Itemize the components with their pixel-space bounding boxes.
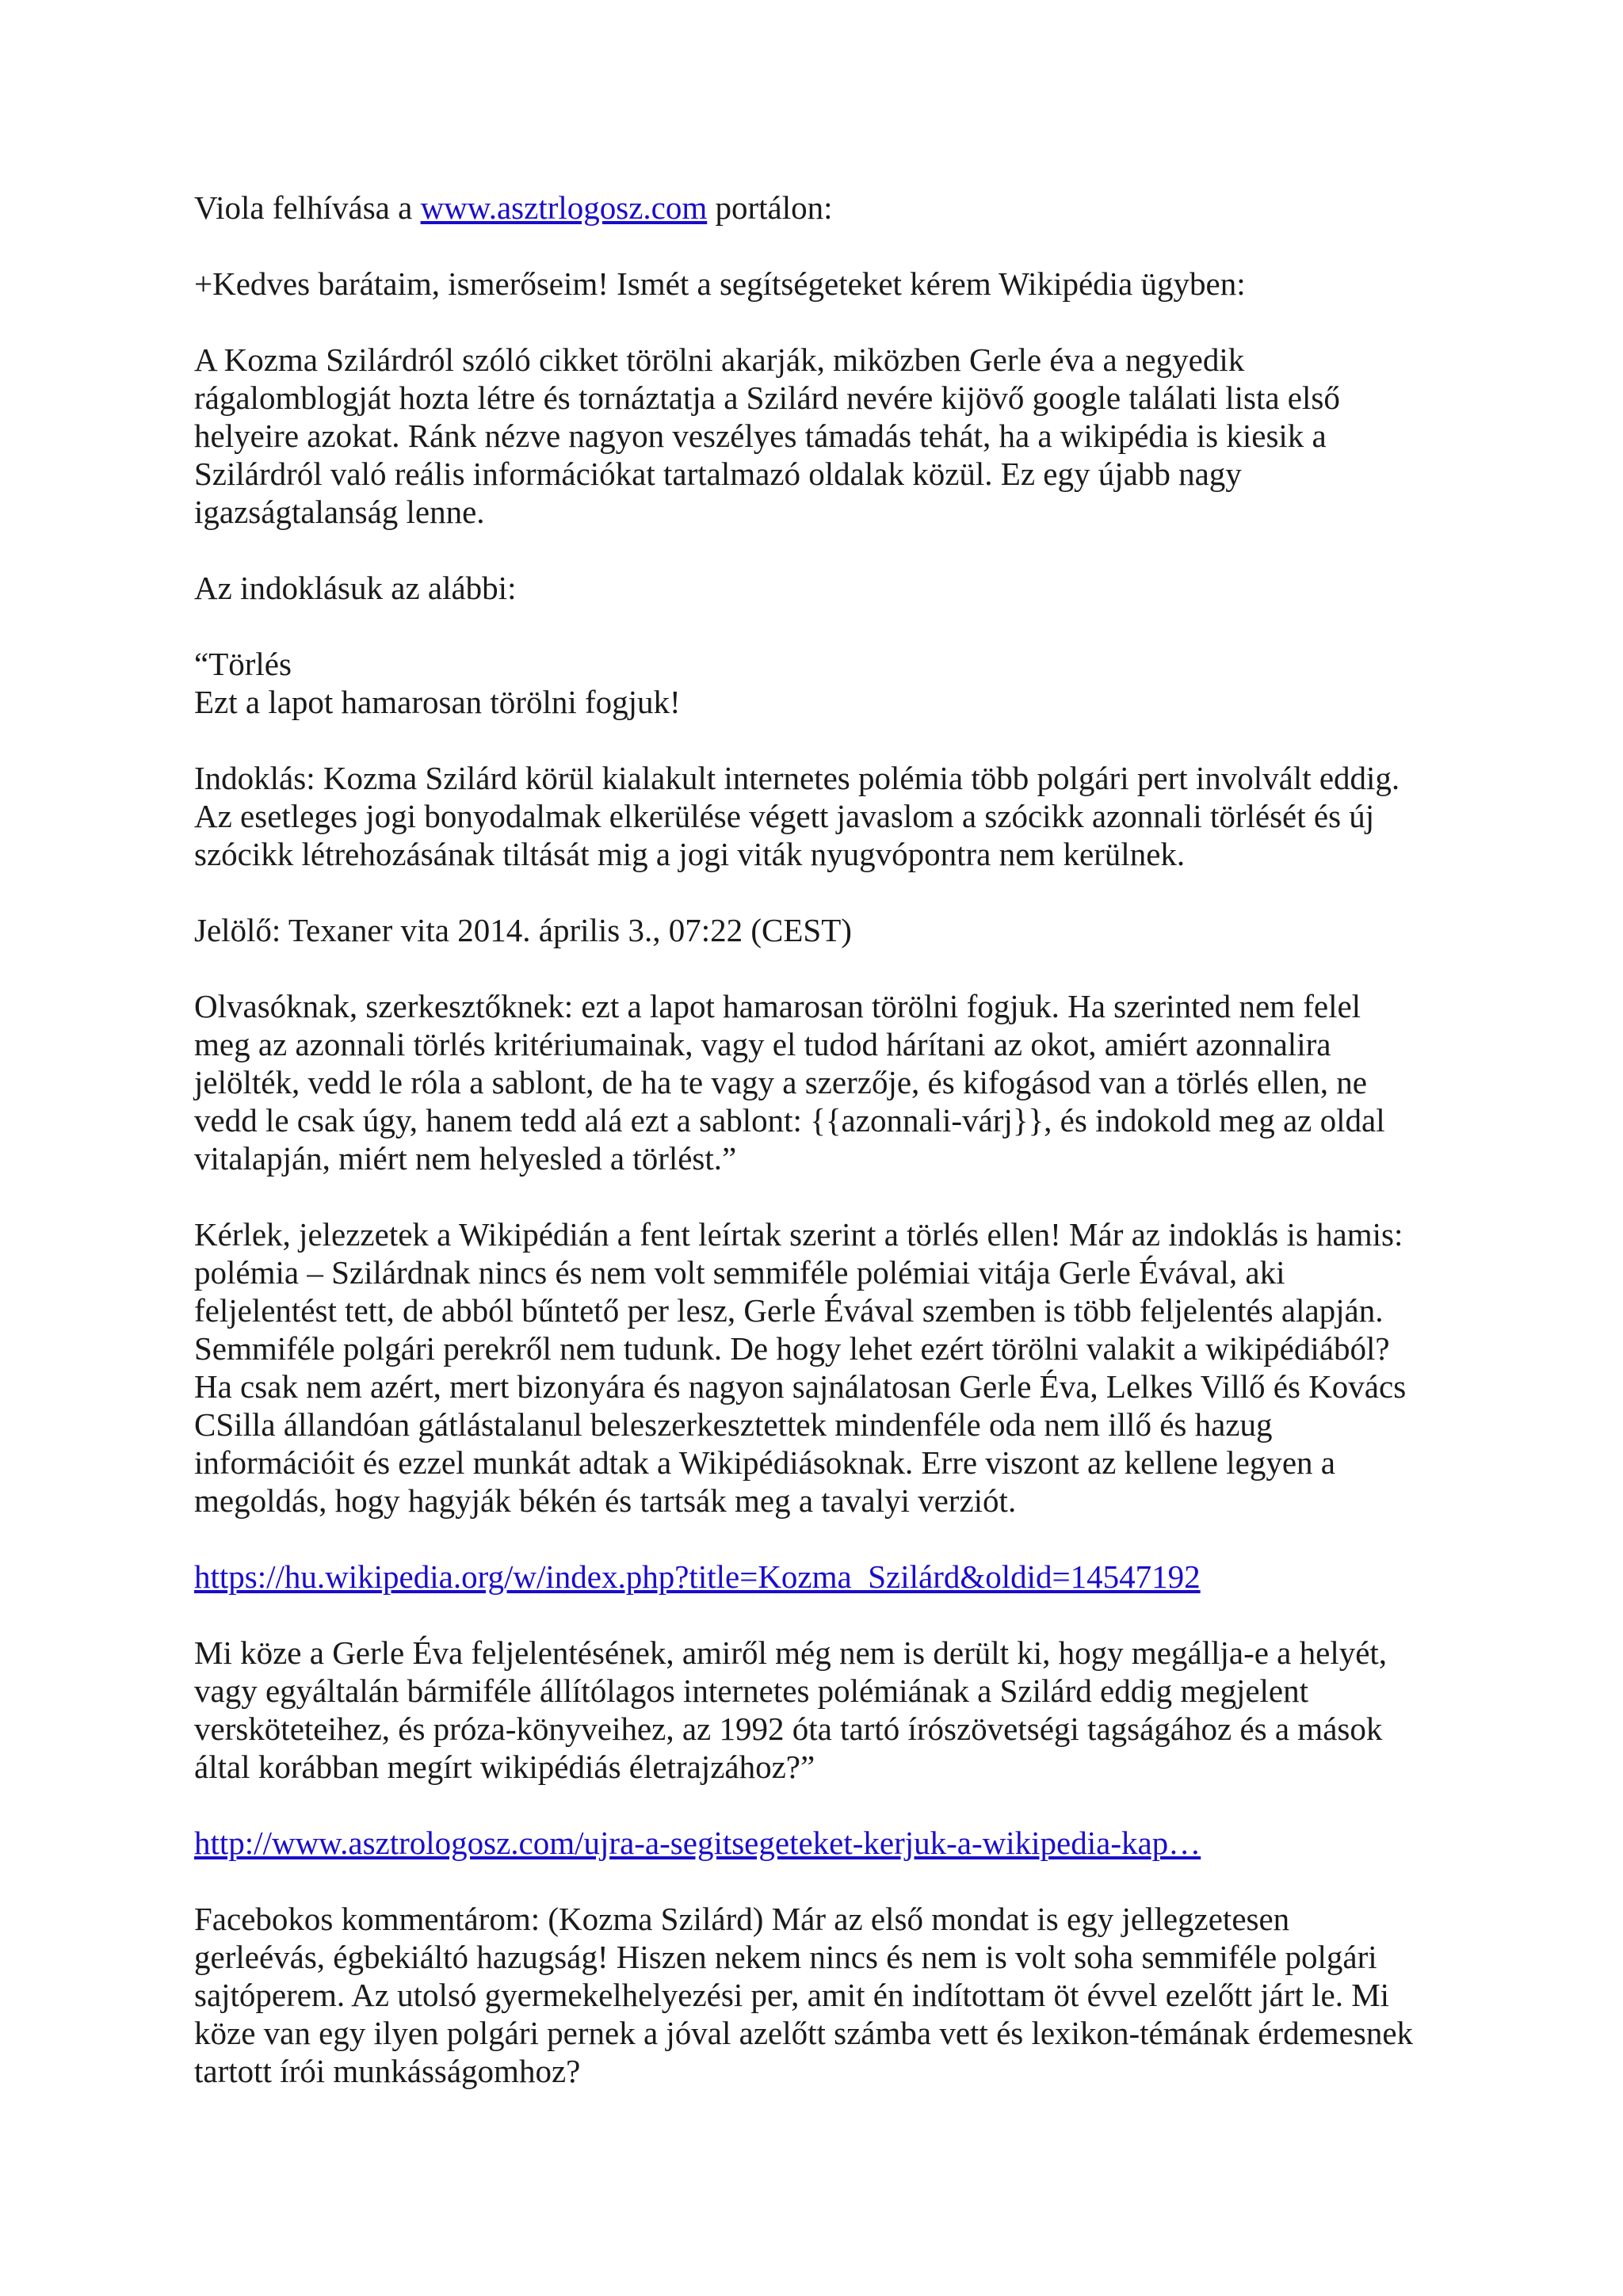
text-line: sajtóperem. Az utolsó gyermekelhelyezési per, amit én indítottam öt évvel ezelőtt járt le. Mi xyxy=(194,1977,1390,2013)
intro-text-after: portálon: xyxy=(707,189,833,226)
text-line: Indoklás: Kozma Szilárd körül kialakult internetes polémia több polgári pert involvált eddig. xyxy=(194,760,1400,796)
greeting-paragraph: +Kedves barátaim, ismerőseim! Ismét a segítségeteket kérem Wikipédia ügyben: xyxy=(194,265,1246,302)
text-line: versköteteihez, és próza-könyveihez, az 1992 óta tartó írószövetségi tagságához és a mások xyxy=(194,1711,1383,1747)
text-line: jelölték, vedd le róla a sablont, de ha te vagy a szerzője, és kifogásod van a törlés ellen, ne xyxy=(194,1064,1368,1100)
text-line: vitalapján, miért nem helyesled a törlést.” xyxy=(194,1140,737,1177)
text-line: Az esetleges jogi bonyodalmak elkerülése végett javaslom a szócikk azonnali törlését és új xyxy=(194,798,1375,834)
text-line: vedd le csak úgy, hanem tedd alá ezt a sablont: {{azonnali-várj}}, és indokold meg az oldal xyxy=(194,1102,1385,1138)
text-line: CSilla állandóan gátlástalanul beleszerkesztettek mindenféle oda nem illő és hazug xyxy=(194,1406,1273,1443)
text-line: “Törlés xyxy=(194,646,292,682)
deletion-concern-paragraph xyxy=(194,341,1446,531)
text-line: vagy egyáltalán bármiféle állítólagos internetes polémiának a Szilárd eddig megjelent xyxy=(194,1672,1309,1709)
document-page xyxy=(194,189,1446,2090)
asztrologosz-portal-link[interactable]: www.asztrlogosz.com xyxy=(420,189,708,226)
text-line: által korábban megírt wikipédiás életrajzához?” xyxy=(194,1749,815,1785)
quote-heading-paragraph xyxy=(194,645,1446,721)
text-line: rágalomblogját hozta létre és tornáztatja a Szilárd nevére kijövő google találati lista első xyxy=(194,379,1340,416)
text-line: meg az azonnali törlés kritériumainak, vagy el tudod hárítani az okot, amiért azonnalira xyxy=(194,1026,1331,1062)
text-line: gerleévás, égbekiáltó hazugság! Hiszen nekem nincs és nem is volt soha semmiféle polgári xyxy=(194,1939,1377,1975)
text-line: információit és ezzel munkát adtak a Wikipédiásoknak. Erre viszont az kellene legyen a xyxy=(194,1444,1335,1481)
asztrologosz-article-link[interactable]: http://www.asztrologosz.com/ujra-a-segitsegeteket-kerjuk-a-wikipedia-kap… xyxy=(194,1825,1201,1861)
text-line: Semmiféle polgári perekről nem tudunk. De hogy lehet ezért törölni valakit a wikipédiából? xyxy=(194,1330,1390,1367)
quote-reason-paragraph xyxy=(194,759,1446,873)
text-line: Olvasóknak, szerkesztőknek: ezt a lapot hamarosan törölni fogjuk. Ha szerinted nem felel xyxy=(194,988,1361,1024)
text-line: Szilárdról való reális információkat tartalmazó oldalak közül. Ez egy újabb nagy xyxy=(194,456,1242,492)
astro-link-paragraph xyxy=(194,1824,1446,1862)
intro-text-before: Viola felhívása a xyxy=(194,189,421,226)
text-line: Mi köze a Gerle Éva feljelentésének, amiről még nem is derült ki, hogy megállja-e a helyét, xyxy=(194,1634,1388,1671)
text-line: Facebokos kommentárom: (Kozma Szilárd) Már az első mondat is egy jellegzetesen xyxy=(194,1901,1290,1937)
nominator-paragraph: Jelölő: Texaner vita 2014. április 3., 07:22 (CEST) xyxy=(194,912,852,948)
request-paragraph xyxy=(194,1215,1446,1520)
text-line: igazságtalanság lenne. xyxy=(194,494,485,530)
text-line: Ezt a lapot hamarosan törölni fogjuk! xyxy=(194,684,681,720)
text-line: Kérlek, jelezzetek a Wikipédián a fent leírtak szerint a törlés ellen! Már az indoklás is hamis: xyxy=(194,1216,1403,1253)
text-line: feljelentést tett, de abból bűntető per lesz, Gerle Évával szemben is több feljelentés alapján. xyxy=(194,1292,1384,1329)
intro-paragraph xyxy=(194,189,1446,227)
reason-intro-paragraph: Az indoklásuk az alábbi: xyxy=(194,570,517,606)
text-line: tartott írói munkásságomhoz? xyxy=(194,2053,581,2089)
text-line: polémia – Szilárdnak nincs és nem volt semmiféle polémiai vitája Gerle Évával, aki xyxy=(194,1254,1285,1291)
text-line: megoldás, hogy hagyják békén és tartsák meg a tavalyi verziót. xyxy=(194,1482,1017,1519)
text-line: A Kozma Szilárdról szóló cikket törölni akarják, miközben Gerle éva a negyedik xyxy=(194,341,1245,378)
text-line: helyeire azokat. Ránk nézve nagyon veszélyes támadás tehát, ha a wikipédia is kiesik a xyxy=(194,418,1327,454)
quote-readers-paragraph xyxy=(194,987,1446,1177)
wiki-link-paragraph xyxy=(194,1558,1446,1596)
text-line: szócikk létrehozásának tiltását mig a jogi viták nyugvópontra nem kerülnek. xyxy=(194,836,1186,872)
text-line: Ha csak nem azért, mert bizonyára és nagyon sajnálatosan Gerle Éva, Lelkes Villő és Kovács xyxy=(194,1368,1407,1405)
facebook-comment-paragraph xyxy=(194,1900,1446,2090)
wikipedia-oldid-link[interactable]: https://hu.wikipedia.org/w/index.php?title=Kozma_Szilárd&oldid=14547192 xyxy=(194,1558,1201,1595)
text-line: köze van egy ilyen polgári pernek a jóval azelőtt számba vett és lexikon-témának érdemesnek xyxy=(194,2015,1414,2051)
question-paragraph xyxy=(194,1634,1446,1786)
